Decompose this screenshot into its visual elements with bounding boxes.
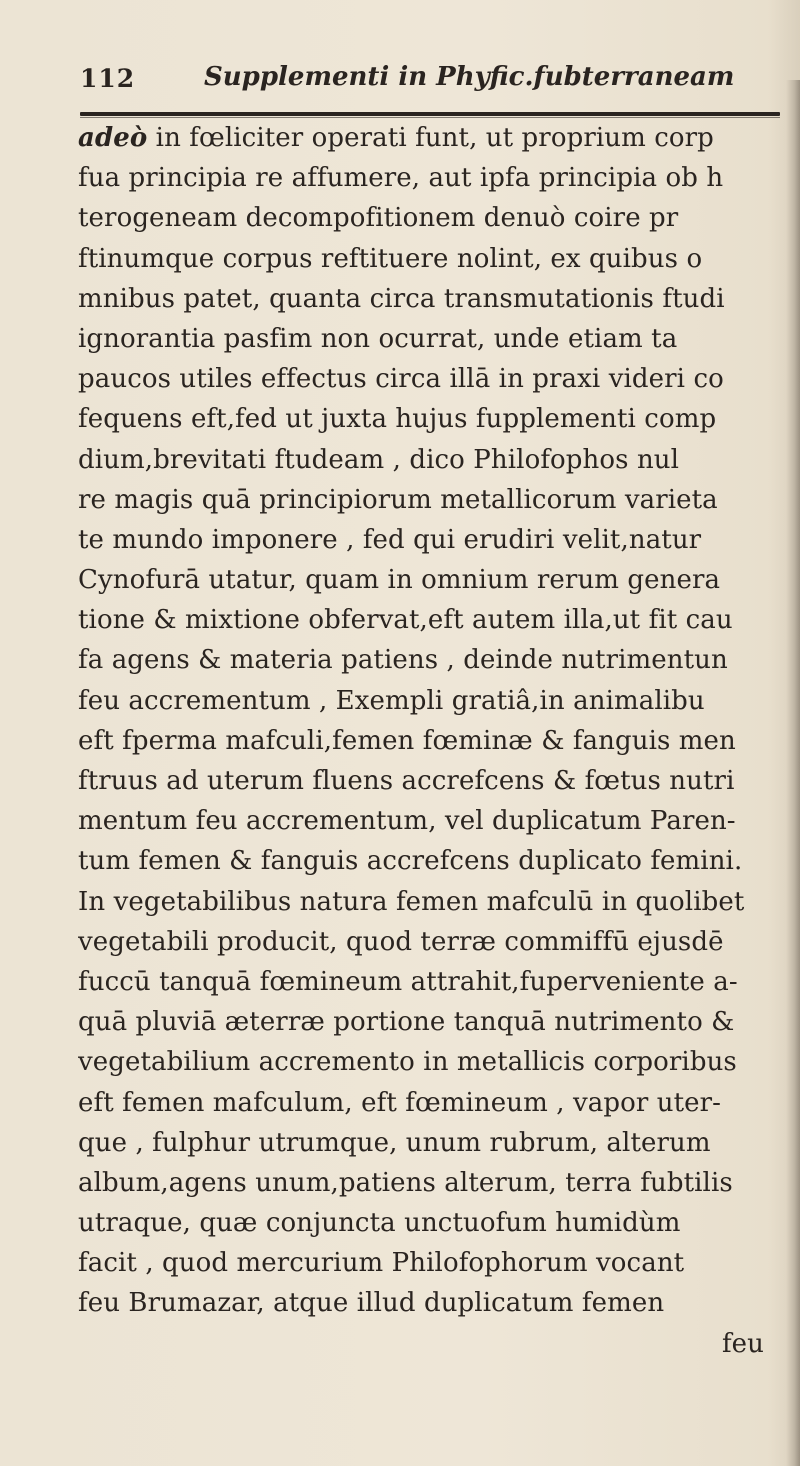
- header-rule: [80, 112, 780, 116]
- body-text: [78, 118, 794, 1364]
- text-line: eft fperma mafculi,femen fœminæ & fanguis men: [78, 725, 736, 756]
- text-line: terogeneam decompofitionem denuò coire pr: [78, 203, 679, 234]
- text-line: ftinumque corpus reftituere nolint, ex quibus o: [78, 243, 703, 274]
- text-line: album,agens unum,patiens alterum, terra fubtilis: [78, 1167, 733, 1198]
- text-line: Cynofurā utatur, quam in omnium rerum genera: [78, 565, 721, 596]
- text-line: dium,brevitati ftudeam , dico Philofophos nul: [78, 444, 680, 475]
- text-line: In vegetabilibus natura femen mafculū in quolibet: [78, 886, 745, 917]
- text-line: ignorantia pasfim non ocurrat, unde etiam ta: [78, 323, 678, 354]
- first-word: adeò: [78, 123, 148, 153]
- text-line: mentum feu accrementum, vel duplicatum Paren-: [78, 806, 736, 837]
- catchword: feu: [721, 1328, 764, 1359]
- text-line: fuccū tanquā fœmineum attrahit,fuperveniente a-: [78, 966, 738, 997]
- text-line: utraque, quæ conjuncta unctuofum humidùm: [78, 1208, 681, 1239]
- text-line: paucos utiles effectus circa illā in praxi videri co: [78, 364, 724, 395]
- text-line: tum femen & fanguis accrefcens duplicato femini.: [78, 846, 743, 877]
- text-line: re magis quā principiorum metallicorum varieta: [78, 484, 718, 515]
- text-line: adeò in fœliciter operati funt, ut proprium corp: [78, 123, 714, 153]
- text-line: feu Brumazar, atque illud duplicatum femen: [78, 1288, 665, 1319]
- running-title: Supplementi in Phyfic.fubterraneam: [204, 62, 735, 92]
- text-line: te mundo imponere , fed qui erudiri velit,natur: [78, 524, 702, 555]
- text-line: vegetabili producit, quod terræ commiffū ejusdē: [78, 926, 724, 957]
- text-line: fequens eft,fed ut juxta hujus fupplementi comp: [78, 404, 717, 435]
- text-line: vegetabilium accremento in metallicis corporibus: [78, 1047, 737, 1078]
- page-header: [80, 62, 760, 102]
- text-line: mnibus patet, quanta circa transmutationis ftudi: [78, 283, 725, 314]
- text-line: feu accrementum , Exempli gratiâ,in animalibu: [78, 685, 705, 716]
- text-line: fa agens & materia patiens , deinde nutrimentun: [78, 645, 728, 676]
- text-line: quā pluviā æterræ portione tanquā nutrimento &: [78, 1007, 735, 1038]
- page-number: 112: [80, 64, 136, 93]
- text-line: eft femen mafculum, eft fœmineum , vapor uter-: [78, 1087, 722, 1118]
- text-line: ftruus ad uterum fluens accrefcens & fœtus nutri: [78, 766, 735, 796]
- text-line: fua principia re affumere, aut ipfa principia ob h: [78, 163, 724, 194]
- text-line: facit , quod mercurium Philofophorum vocant: [78, 1248, 685, 1279]
- text-line: tione & mixtione obfervat,eft autem illa,ut fit cau: [78, 605, 733, 636]
- text-line: que , fulphur utrumque, unum rubrum, alterum: [78, 1127, 711, 1158]
